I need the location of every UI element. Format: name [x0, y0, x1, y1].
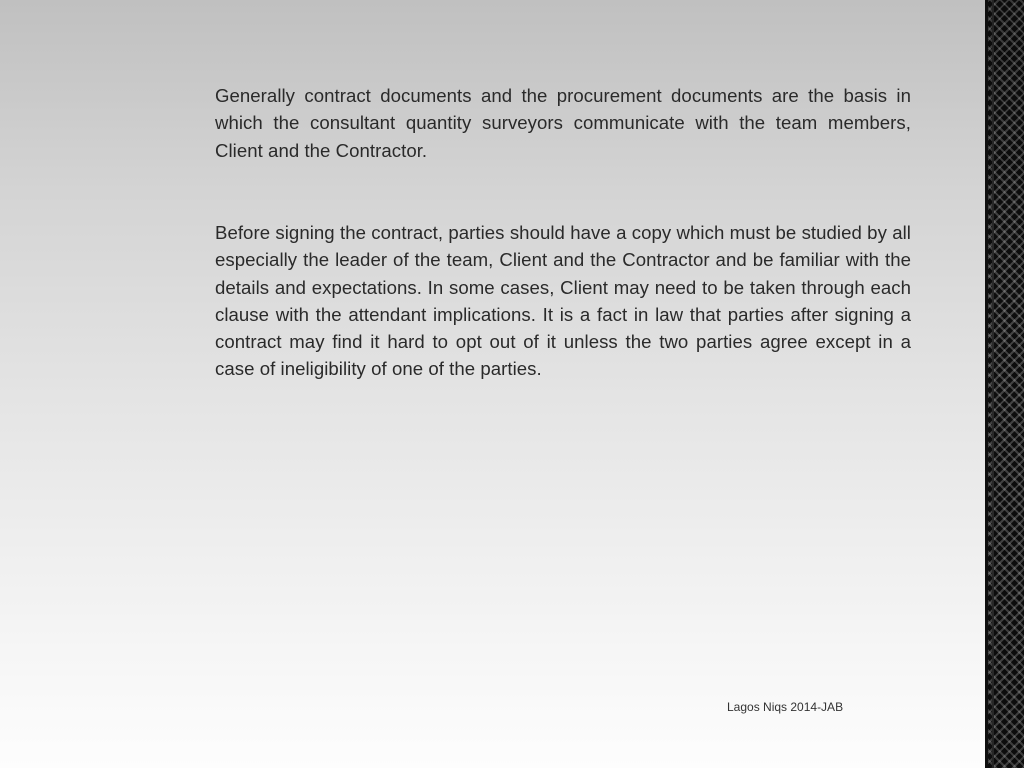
body-paragraph-1: Generally contract documents and the procurement documents are the basis in which the consultant quantity surveyors communicate with the team members, Client and the Contractor.: [215, 85, 911, 161]
decorative-side-strip: [985, 0, 1024, 768]
side-strip-shading: [985, 0, 1024, 768]
slide-footer: Lagos Niqs 2014-JAB: [727, 700, 844, 714]
body-paragraph-2: Before signing the contract, parties should have a copy which must be studied by all especially the leader of the team, Client and the Contractor and be familiar with the details and expectations. In some cases, Client may need to be taken through each clause with the attendant implications. It is a fact in law that parties after signing a contract may find it hard to opt out of it unless the two parties agree except in a case of ineligibility of one of the parties.: [215, 222, 911, 380]
